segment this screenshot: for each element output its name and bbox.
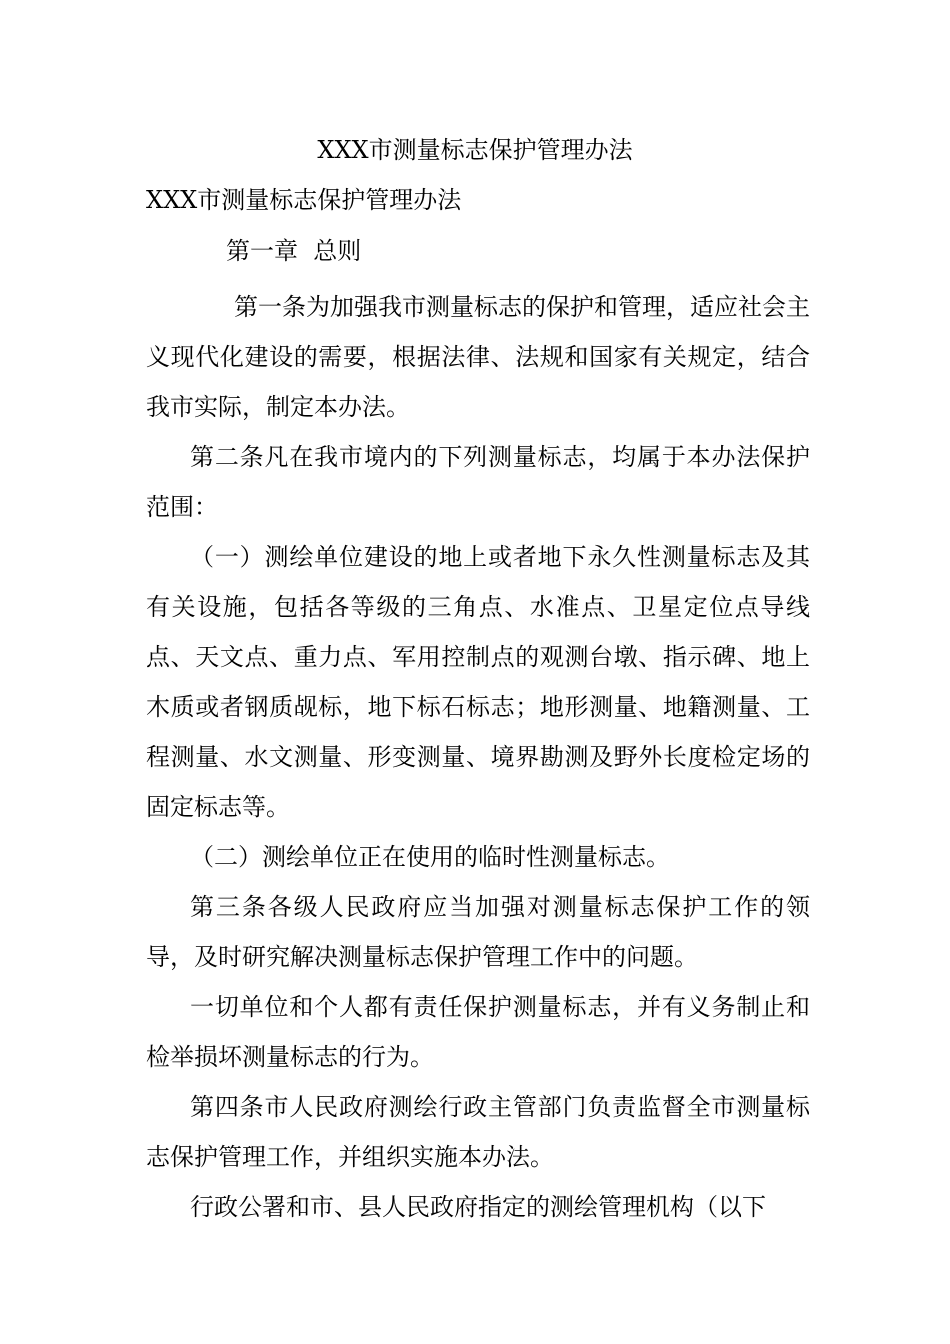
article-2-paragraph: 第二条凡在我市境内的下列测量标志，均属于本办法保护范围： — [146, 443, 810, 521]
article-2-item-1-paragraph: （一）测绘单位建设的地上或者地下永久性测量标志及其有关设施，包括各等级的三角点、水准点、卫星定位点导线点、天文点、重力点、军用控制点的观测台墩、指示碑、地上木质或者钢质觇标，地下标石标志；地形测量、地籍测量、工程测量、水文测量、形变测量、境界勘测及野外长度检定场的固定标志等。 — [146, 543, 810, 821]
chapter-heading: 第一章 总则 — [226, 237, 362, 265]
article-3-continuation-paragraph: 一切单位和个人都有责任保护测量标志，并有义务制止和检举损坏测量标志的行为。 — [146, 993, 810, 1071]
document-body — [146, 282, 810, 1232]
article-4-paragraph: 第四条市人民政府测绘行政主管部门负责监督全市测量标志保护管理工作，并组织实施本办法。 — [146, 1093, 810, 1171]
document-title: XXX市测量标志保护管理办法 — [317, 136, 633, 164]
article-1-paragraph: 第一条为加强我市测量标志的保护和管理，适应社会主义现代化建设的需要，根据法律、法规和国家有关规定，结合我市实际，制定本办法。 — [146, 293, 810, 421]
article-2-item-2-paragraph: （二）测绘单位正在使用的临时性测量标志。 — [190, 843, 670, 871]
document-subtitle: XXX市测量标志保护管理办法 — [146, 186, 462, 214]
article-3-paragraph: 第三条各级人民政府应当加强对测量标志保护工作的领导，及时研究解决测量标志保护管理工作中的问题。 — [146, 893, 810, 971]
article-4-continuation-paragraph: 行政公署和市、县人民政府指定的测绘管理机构（以下 — [190, 1193, 766, 1221]
